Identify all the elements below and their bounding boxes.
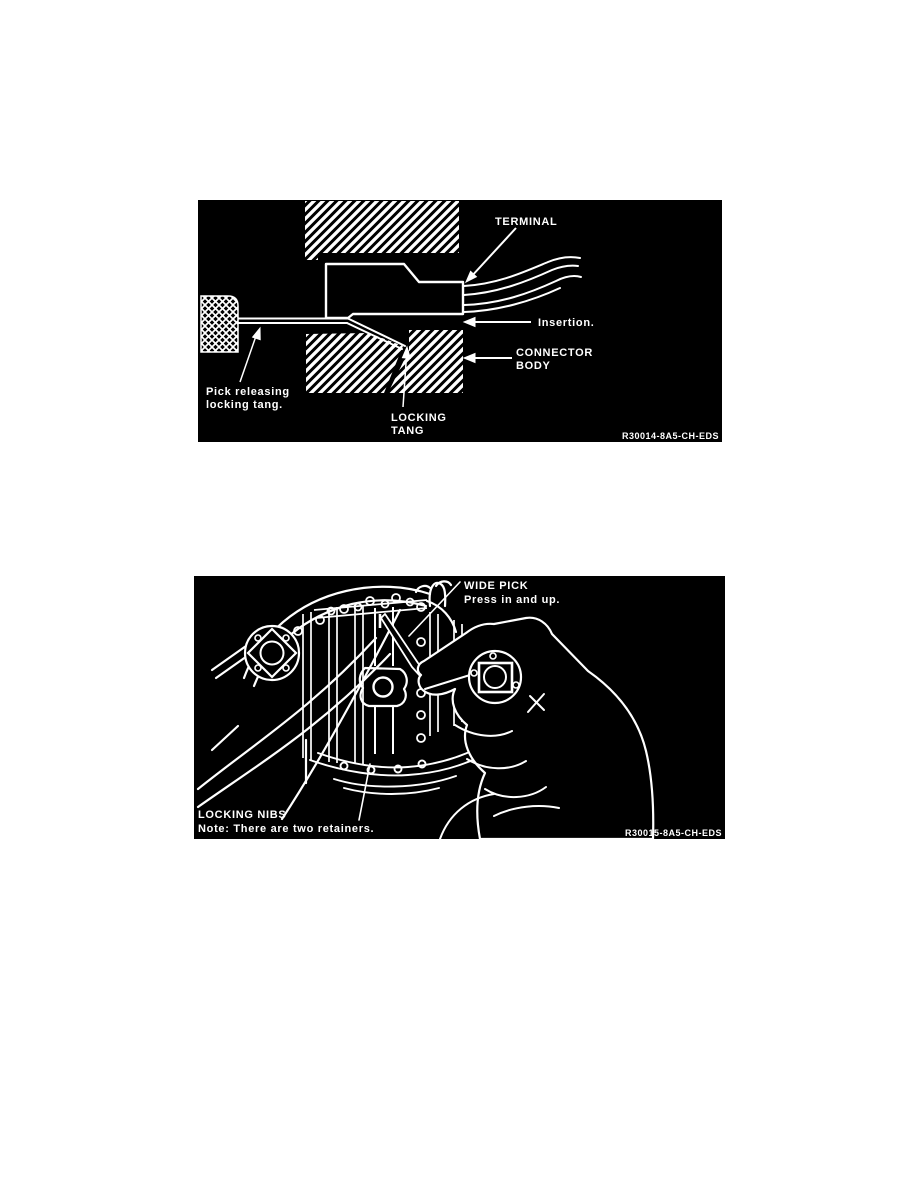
pick-handle: [201, 296, 238, 352]
figure2-ref-code: R30015-8A5-CH-EDS: [624, 828, 722, 838]
connector-body-upper-block: [305, 201, 459, 260]
figure1-ref-code: R30014-8A5-CH-EDS: [621, 431, 719, 441]
locking-tang-label-line1: LOCKING: [391, 412, 447, 424]
figure-terminal-release: [198, 200, 722, 442]
locking-tang-label-line2: TANG: [391, 425, 425, 437]
locking-nibs-label: LOCKING NIBS: [198, 809, 287, 821]
wide-pick-label: WIDE PICK: [464, 580, 529, 592]
pick-label-line1: Pick releasing: [206, 386, 290, 398]
right-flange: [469, 651, 521, 703]
connector-body-label-line2: BODY: [516, 360, 551, 372]
press-note-label: Press in and up.: [464, 594, 561, 606]
insertion-label: Insertion.: [538, 317, 595, 329]
terminal-label: TERMINAL: [495, 216, 558, 228]
figure-wide-pick: [194, 576, 725, 839]
connector-body-label-line1: CONNECTOR: [516, 347, 593, 359]
retainers-note-label: Note: There are two retainers.: [198, 823, 375, 835]
left-flange: [245, 626, 299, 680]
pick-label-line2: locking tang.: [206, 399, 283, 411]
